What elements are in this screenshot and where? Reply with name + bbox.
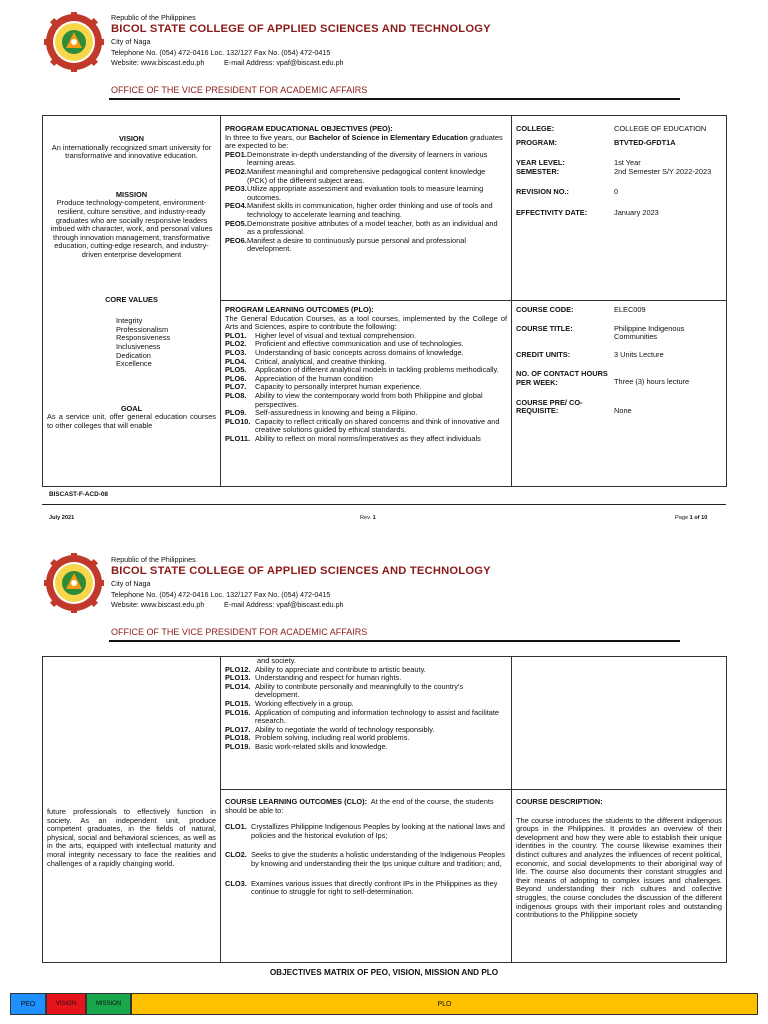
office-title: OFFICE OF THE VICE PRESIDENT FOR ACADEMIC AFFAIRS bbox=[111, 85, 368, 95]
republic-text: Republic of the Philippines bbox=[111, 555, 196, 564]
peo-item: PEO6. Manifest a desire to continuously pursue personal and professional development. bbox=[225, 235, 466, 254]
plo-item: PLO6. Appreciation of the human condition bbox=[225, 373, 373, 383]
form-code: BISCAST-F-ACD-08 bbox=[49, 491, 108, 498]
info-year-level: YEAR LEVEL: 1st Year bbox=[516, 158, 641, 168]
clo-heading: COURSE LEARNING OUTCOMES (CLO): At the end of the course, the students should be able to: bbox=[225, 797, 494, 815]
plo-item: PLO11. Ability to reflect on moral norms/imperatives as they affect individuals bbox=[225, 433, 481, 443]
peo-title: PROGRAM EDUCATIONAL OBJECTIVES (PEO): bbox=[225, 124, 393, 133]
peo-item: PEO1. Demonstrate in-depth understanding of the diversity of learners in various learning areas. bbox=[225, 149, 488, 168]
plo-item: PLO18. Problem solving, including real world problems. bbox=[225, 733, 410, 743]
footer-date: July 2021 bbox=[49, 515, 75, 521]
plo-item: PLO5. Application of different analytical models in tackling problems methodically. bbox=[225, 365, 499, 375]
college-name: BICOL STATE COLLEGE OF APPLIED SCIENCES AND TECHNOLOGY bbox=[111, 23, 491, 35]
info-course-code: COURSE CODE: ELEC009 bbox=[516, 305, 646, 314]
program-info-cell bbox=[512, 116, 727, 301]
peo-item: PEO4. Manifest skills in communication, higher order thinking and use of tools and technology to accelerate learning and teaching. bbox=[225, 201, 493, 219]
email-text: E-mail Address: vpaf@biscast.edu.ph bbox=[224, 58, 344, 67]
plo-item: PLO9. Self-assuredness in knowing and being a Filipino. bbox=[225, 408, 418, 418]
plo-item: PLO19. Basic work-related skills and knowledge. bbox=[225, 741, 388, 751]
matrix-title: OBJECTIVES MATRIX OF PEO, VISION, MISSION AND PLO bbox=[269, 968, 499, 977]
footer-page: Page 1 of 10 bbox=[675, 515, 708, 521]
vision-title: VISION bbox=[118, 134, 145, 143]
info-prerequisite: COURSE PRE/ CO-REQUISITE: None bbox=[516, 397, 632, 416]
clo-item: CLO3. Examines various issues that directly confront IPs in the Philippines as they continue to struggle for right to self-determination. bbox=[225, 878, 498, 897]
peo-item: PEO3. Utilize appropriate assessment and evaluation tools to measure learning outcomes. bbox=[225, 184, 484, 202]
clo-cell bbox=[221, 790, 512, 963]
clo-item: CLO1. Crystallizes Philippine Indigenous Peoples by looking at the national laws and policies and the historical evolution of Ips; bbox=[225, 822, 505, 840]
website-text: Website: www.biscast.edu.ph bbox=[111, 58, 205, 67]
course-description-title: COURSE DESCRIPTION: bbox=[516, 797, 603, 806]
page-2 bbox=[0, 543, 768, 1024]
peo-cell bbox=[221, 116, 512, 301]
office-title: OFFICE OF THE VICE PRESIDENT FOR ACADEMIC AFFAIRS bbox=[111, 627, 368, 637]
info-program: PROGRAM: BTVTED-GFDT1A bbox=[516, 137, 676, 147]
plo-item: PLO1. Higher level of visual and textual comprehension. bbox=[225, 330, 417, 340]
plo-item: PLO12. Ability to appreciate and contribute to artistic beauty. bbox=[225, 664, 426, 674]
matrix-mission-header: MISSION bbox=[86, 993, 131, 1015]
info-semester: SEMESTER: 2nd Semester S/Y 2022-2023 bbox=[516, 166, 712, 176]
footer-revision: Rev. 1 bbox=[360, 515, 376, 521]
telephone-text: Telephone No. (054) 472-0416 Loc. 132/127 Fax No. (054) 472-0415 bbox=[111, 590, 331, 599]
plo-item: PLO15. Working effectively in a group. bbox=[225, 698, 354, 708]
core-value-item: Excellence bbox=[116, 359, 152, 369]
plo-continued-text: and society. bbox=[257, 656, 296, 665]
college-seal-logo bbox=[44, 553, 104, 613]
plo-intro: The General Education Courses, as a tool courses, implemented by the College of Arts and Sciences, aspire to contribute the following: bbox=[225, 313, 507, 332]
info-effectivity: EFFECTIVITY DATE: January 2023 bbox=[516, 207, 659, 217]
city-text: City of Naga bbox=[111, 579, 151, 588]
info-college: COLLEGE: COLLEGE OF EDUCATION bbox=[516, 124, 707, 133]
plo-continued-cell bbox=[221, 657, 512, 790]
core-values-title: CORE VALUES bbox=[105, 294, 158, 304]
matrix-vision-header: VISION bbox=[46, 993, 86, 1015]
website-text: Website: www.biscast.edu.ph bbox=[111, 600, 205, 609]
email-text: E-mail Address: vpaf@biscast.edu.ph bbox=[224, 600, 344, 609]
plo-item: PLO2. Proficient and effective communication and use of technologies. bbox=[225, 339, 464, 349]
info-contact-hours: NO. OF CONTACT HOURS PER WEEK: Three (3) hours lecture bbox=[516, 369, 690, 387]
republic-text: Republic of the Philippines bbox=[111, 13, 196, 22]
header-rule bbox=[109, 640, 680, 642]
syllabus-table-page2 bbox=[42, 656, 727, 963]
telephone-text: Telephone No. (054) 472-0416 Loc. 132/127 Fax No. (054) 472-0415 bbox=[111, 48, 331, 57]
info-revision: REVISION NO.: 0 bbox=[516, 187, 619, 197]
goal-title: GOAL bbox=[120, 403, 143, 413]
plo-item: PLO14. Ability to contribute personally and meaningfully to the country's development. bbox=[225, 681, 464, 700]
mission-text: Produce technology-competent, environment-resilient, culture sensitive, and industry-ready graduates who are socially responsive leaders imbued with character, work, and personal values through innovation management, transformative education, cutting-edge research, and industry-driven enterprise development bbox=[50, 198, 213, 259]
plo-item: PLO3. Understanding of basic concepts across domains of knowledge. bbox=[225, 347, 464, 357]
vision-text: An internationally recognized smart university for transformative and innovative education. bbox=[51, 142, 212, 161]
footer-rule bbox=[42, 504, 726, 505]
info-course-title: COURSE TITLE: Philippine Indigenous Communities bbox=[516, 323, 685, 342]
plo-item: PLO4. Critical, analytical, and creative thinking. bbox=[225, 356, 387, 366]
syllabus-table-page1 bbox=[42, 115, 727, 487]
empty-cell bbox=[512, 657, 727, 790]
matrix-plo-header: PLO bbox=[131, 993, 758, 1015]
peo-item: PEO2. Manifest meaningful and comprehensive pedagogical content knowledge (PCK) of the different subject areas. bbox=[225, 166, 486, 185]
core-value-item: Responsiveness bbox=[116, 333, 171, 343]
core-value-item: Inclusiveness bbox=[116, 341, 161, 351]
clo-item: CLO2. Seeks to give the students a holistic understanding of the Indigenous Peoples by knowing and understanding their the Ips unique culture and tradition; and, bbox=[225, 850, 505, 868]
plo-item: PLO17. Ability to negotiate the world of technology responsibly. bbox=[225, 724, 435, 734]
peo-intro: In three to five years, our Bachelor of Science in Elementary Education graduates are expected to be: bbox=[225, 132, 503, 151]
goal-continued-cell bbox=[43, 657, 221, 963]
city-text: City of Naga bbox=[111, 37, 151, 46]
vmg-cell bbox=[43, 116, 221, 487]
plo-cell bbox=[221, 301, 512, 487]
course-description-cell bbox=[512, 790, 727, 963]
mission-title: MISSION bbox=[115, 189, 148, 199]
core-value-item: Professionalism bbox=[116, 324, 169, 334]
info-credit-units: CREDIT UNITS: 3 Units Lecture bbox=[516, 349, 664, 359]
peo-item: PEO5. Demonstrate positive attributes of a model teacher, both as an individual and as a professional. bbox=[225, 218, 498, 237]
core-value-item: Integrity bbox=[116, 316, 143, 326]
course-info-cell bbox=[512, 301, 727, 487]
plo-title: PROGRAM LEARNING OUTCOMES (PLO): bbox=[225, 305, 374, 314]
plo-item: PLO7. Capacity to personally interpret human experience. bbox=[225, 382, 422, 392]
plo-item: PLO16. Application of computing and information technology to assist and facilitate research. bbox=[225, 707, 500, 726]
goal-text-continued: future professionals to effectively function in society. As an independent unit, produce competent graduates, in the fields of natural, physical, social and behavioral sciences, as well as in the arts, equipped with intellectual maturity and moral integrity necessary to face the realities and challenges of a rapidly changing world. bbox=[47, 807, 216, 868]
plo-item: PLO13. Understanding and respect for human rights. bbox=[225, 673, 402, 683]
goal-text: As a service unit, offer general education courses to other colleges that will enable bbox=[47, 412, 216, 430]
plo-item: PLO10. Capacity to reflect critically on shared concerns and think of innovative and creative solutions guided by ethical standards. bbox=[225, 416, 500, 435]
header-rule bbox=[109, 98, 680, 100]
college-name: BICOL STATE COLLEGE OF APPLIED SCIENCES AND TECHNOLOGY bbox=[111, 565, 491, 577]
matrix-peo-header: PEO bbox=[10, 993, 46, 1015]
college-seal-logo bbox=[44, 12, 104, 72]
core-value-item: Dedication bbox=[116, 350, 151, 360]
plo-item: PLO8. Ability to view the contemporary world from both Philippine and global perspectives. bbox=[225, 390, 483, 409]
course-description-text: The course introduces the students to the different indigenous groups in the Philippines. It provides an overview of their development and how they were able to establish their unique identities in the country. The course likewise examines their distinct cultures and analyzes the influences of recent political, economic, and social developments to their aboriginal way of life. The course also documents their constant struggles and their means of adopting to complex issues and challenges. Beyond understanding their rich cultures and collective struggles, the course concludes the discussion of the different indigenous groups with their important roles and outstanding contributions to the Philippine society bbox=[516, 815, 722, 920]
